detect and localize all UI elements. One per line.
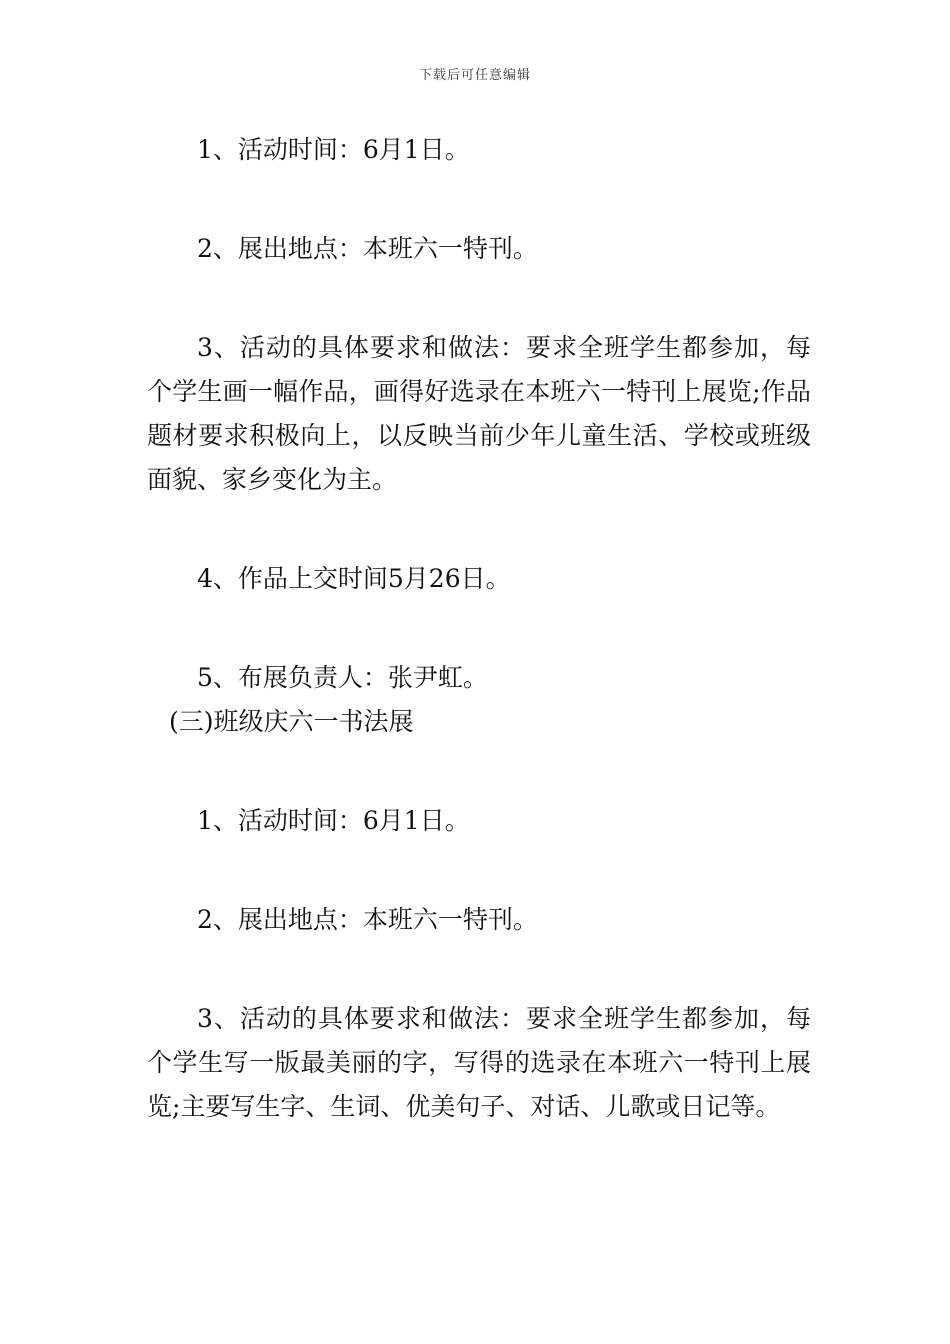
section-heading-calligraphy: (三)班级庆六一书法展 bbox=[169, 707, 414, 736]
paragraph-calligraphy-location: 2、展出地点：本班六一特刊。 bbox=[197, 905, 538, 934]
paragraph-activity-time: 1、活动时间：6月1日。 bbox=[197, 135, 470, 164]
paragraph-person-in-charge: 5、布展负责人：张尹虹。 bbox=[197, 663, 488, 692]
paragraph-submission-time: 4、作品上交时间5月26日。 bbox=[197, 564, 511, 593]
paragraph-calligraphy-requirements: 3、活动的具体要求和做法：要求全班学生都参加，每个学生写一版最美丽的字，写得的选录在本班六一特刊上展览;主要写生字、生词、优美句子、对话、儿歌或日记等。 bbox=[147, 1004, 811, 1121]
page-header-watermark: 下载后可任意编辑 bbox=[418, 68, 531, 83]
paragraph-exhibit-location: 2、展出地点：本班六一特刊。 bbox=[197, 234, 538, 263]
document-body bbox=[147, 128, 811, 1129]
paragraph-calligraphy-time: 1、活动时间：6月1日。 bbox=[197, 806, 470, 835]
paragraph-requirements: 3、活动的具体要求和做法：要求全班学生都参加，每个学生画一幅作品，画得好选录在本班六一特刊上展览;作品题材要求积极向上，以反映当前少年儿童生活、学校或班级面貌、家乡变化为主。 bbox=[147, 333, 811, 494]
